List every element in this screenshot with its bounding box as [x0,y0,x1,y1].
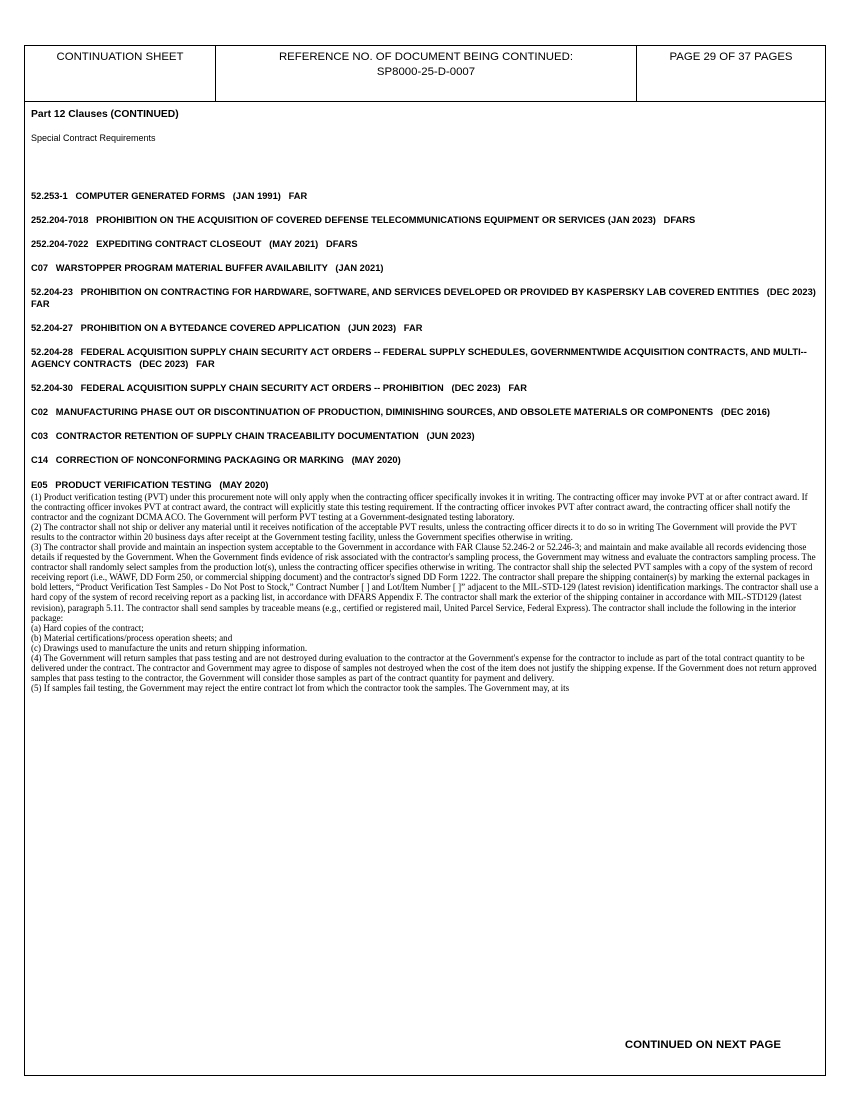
continuation-sheet [24,45,826,1076]
clause-heading: C02 MANUFACTURING PHASE OUT OR DISCONTINUATION OF PRODUCTION, DIMINISHING SOURCES, AND OBSOLETE MATERIALS OR COMPONENTS (DEC 2016) [31,407,770,417]
clause-heading: 52.204-30 FEDERAL ACQUISITION SUPPLY CHAIN SECURITY ACT ORDERS -- PROHIBITION (DEC 2023) FAR [31,383,527,393]
header-reference [216,46,637,101]
clause-heading: C03 CONTRACTOR RETENTION OF SUPPLY CHAIN TRACEABILITY DOCUMENTATION (JUN 2023) [31,431,475,441]
clause-heading: 252.204-7022 EXPEDITING CONTRACT CLOSEOUT (MAY 2021) DFARS [31,239,358,249]
clause-heading: 52.204-27 PROHIBITION ON A BYTEDANCE COVERED APPLICATION (JUN 2023) FAR [31,323,423,333]
e05-paragraph: (2) The contractor shall not ship or deliver any material until it receives notification of the acceptable PVT results, unless the contracting officer directs it to do so in writing The Government will provide the PVT results to the contractor within 20 business days after receipt at the Government testing facility, unless the Government specifies otherwise in writing. [31,522,797,543]
e05-paragraph: (1) Product verification testing (PVT) under this procurement note will only apply when the contracting officer specifically invokes it in writing. The contracting officer may invoke PVT at or after contract award. If the contracting officer invokes PVT at contract award, the contract will explicitly state this testing requirement. If the contracting officer invokes PVT after contract award, the contracting officer shall notify the contractor and the cognizant DCMA ACO. The Government will perform PVT testing at a Government-designated testing laboratory. [31,492,808,523]
e05-paragraph: (5) If samples fail testing, the Government may reject the entire contract lot from which the contractor took the samples. The Government may, at its [31,682,570,693]
sheet-content [25,102,825,693]
e05-body [31,492,819,693]
e05-list-item: (b) Material certifications/process operation sheets; and [31,632,233,643]
clause-heading: 52.204-23 PROHIBITION ON CONTRACTING FOR HARDWARE, SOFTWARE, AND SERVICES DEVELOPED OR PROVIDED BY KASPERSKY LAB COVERED ENTITIES (DEC 2023) FAR [31,287,824,309]
clause-heading: C07 WARSTOPPER PROGRAM MATERIAL BUFFER AVAILABILITY (JAN 2021) [31,263,384,273]
sheet-header [25,46,825,102]
e05-list-item: (c) Drawings used to manufacture the units and return shipping information. [31,642,308,653]
continued-notice: CONTINUED ON NEXT PAGE [624,1039,781,1051]
part-title: Part 12 Clauses (CONTINUED) [31,109,179,120]
clause-heading: C14 CORRECTION OF NONCONFORMING PACKAGING OR MARKING (MAY 2020) [31,455,401,465]
e05-paragraph: (4) The Government will return samples that pass testing and are not destroyed during evaluation to the contractor at the Government's expense for the contractor to include as part of the total contract quantity to be delivered under the contract. The contractor and Government may agree to dispose of samples not destroyed when the cost of the item does not justify the shipping expense. If the Government does not return approved samples that pass testing to the contractor, the Government will consider those samples as part of the contract quantity for payment and delivery. [31,652,817,683]
header-title: CONTINUATION SHEET [25,46,216,101]
clause-heading: 52.253-1 COMPUTER GENERATED FORMS (JAN 1991) FAR [31,191,308,201]
reference-number: SP8000-25-D-0007 [376,66,476,78]
section-subtitle: Special Contract Requirements [31,133,156,143]
page-indicator: PAGE 29 OF 37 PAGES [669,51,793,63]
e05-paragraph: (3) The contractor shall provide and maintain an inspection system acceptable to the Government in accordance with FAR Clause 52.246-2 or 52.246-3; and maintain and make available all records evidencing those details if requested by the Government. When the Government finds evidence of risk associated with the contractor's sampling process, the Government may witness and evaluate the contractors sampling process. The contractor shall randomly select samples from the production lot(s), unless the contracting officer specifies otherwise in writing. The contractor shall ship the selected PVT samples with a copy of the system of record receiving report (i.e., WAWF, DD Form 250, or commercial shipping document) and the contractor's signed DD Form 1222. The contractor shall prepare the shipping container(s) by marking the external packages in bold letters, “Product Verification Test Samples - Do Not Post to Stock,” Contract Number [ ] and Lot/Item Number [ ]” adjacent to the MIL-STD-129 (latest revision) identification markings. The contractor shall use a hard copy of the system of record receiving report as a packing list, in accordance with DFARS Appendix F. The contractor shall mark the exterior of the shipping container in accordance with MIL-STD129 (latest revision), paragraph 5.11. The contractor shall send samples by traceable means (e.g., certified or registered mail, United Parcel Service, Federal Express). The contractor shall include the following in the interior package: [31,542,819,623]
reference-label: REFERENCE NO. OF DOCUMENT BEING CONTINUED: [278,51,574,63]
clause-heading: 52.204-28 FEDERAL ACQUISITION SUPPLY CHAIN SECURITY ACT ORDERS -- FEDERAL SUPPLY SCHEDULES, GOVERNMENTWIDE ACQUISITION CONTRACTS, AND MULTI--AGENCY CONTRACTS (DEC 2023) FAR [31,347,807,369]
clause-heading: 252.204-7018 PROHIBITION ON THE ACQUISITION OF COVERED DEFENSE TELECOMMUNICATIONS EQUIPMENT OR SERVICES (JAN 2023) DFARS [31,215,696,225]
e05-list-item: (a) Hard copies of the contract; [31,622,144,633]
e05-heading: E05 PRODUCT VERIFICATION TESTING (MAY 2020) [31,480,269,490]
